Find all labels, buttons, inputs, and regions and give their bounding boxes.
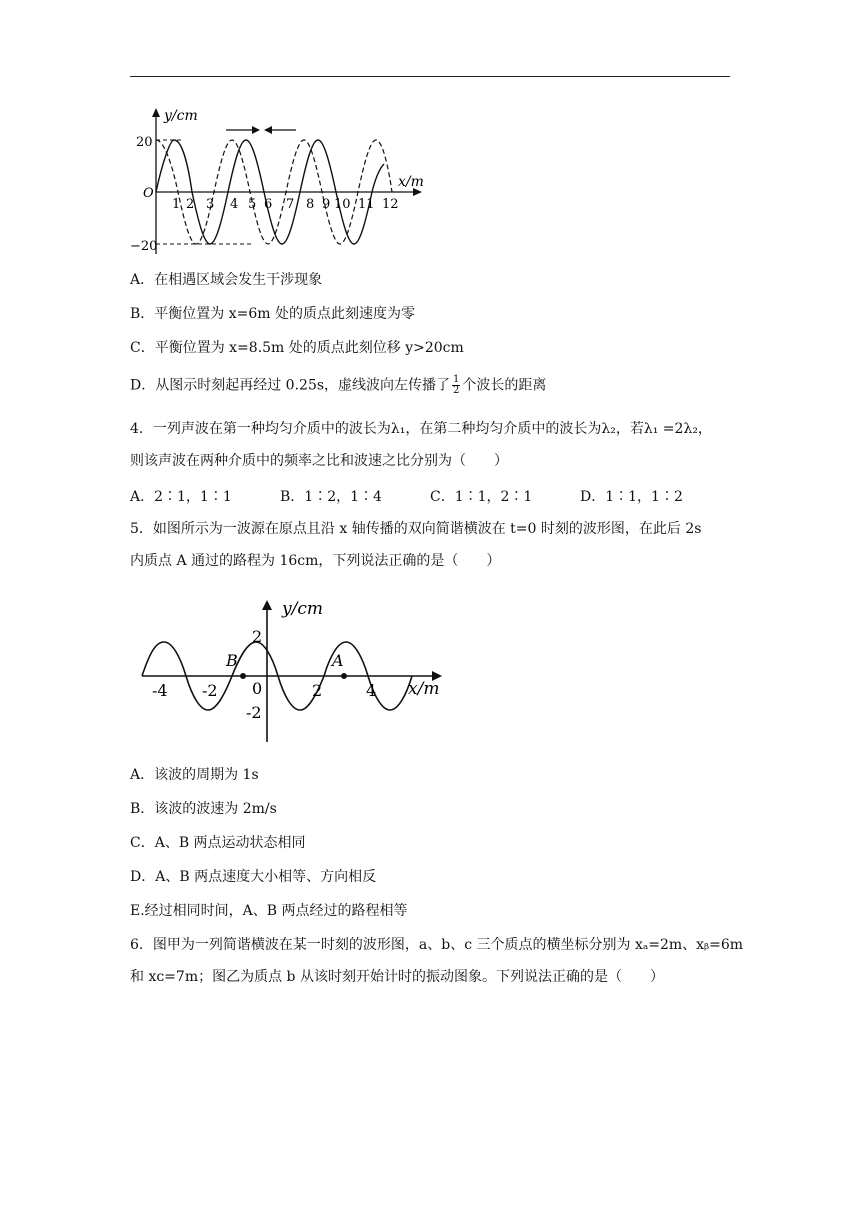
q3-option-d (130, 375, 730, 396)
q4-option-d: D．1∶1，1∶2 (580, 489, 683, 505)
x-tick-labels (172, 197, 399, 212)
header-rule (130, 76, 730, 77)
x-tick: 11 (358, 197, 375, 212)
q5-option-e: E.经过相同时间，A、B 两点经过的路程相等 (130, 903, 408, 919)
y-axis-arrow (152, 108, 160, 117)
q5-option-a: A．该波的周期为 1s (130, 767, 259, 783)
x-tick: 7 (286, 197, 295, 212)
origin-label: 0 (252, 679, 263, 698)
x-tick: 6 (264, 197, 273, 212)
q4-option-c: C．1∶1，2∶1 (430, 489, 533, 505)
q4-stem-line-1: 4．一列声波在第一种均匀介质中的波长为λ₁，在第二种均匀介质中的波长为λ₂，若λ₁ =2λ₂， (130, 421, 712, 437)
x-tick: -2 (202, 681, 218, 700)
q5-option-c: C．A、B 两点运动状态相同 (130, 835, 306, 851)
wave-figure-1 (130, 104, 430, 259)
q6-stem-line-2: 和 xᴄ=7m；图乙为质点 b 从该时刻开始计时的振动图象。下列说法正确的是（ ） (130, 969, 664, 985)
y-top-label: 2 (252, 627, 263, 646)
point-a-label: A (332, 651, 344, 670)
q3-option-d-text: D．从图示时刻起再经过 0.25s，虚线波向左传播了 (130, 377, 451, 394)
point-a (341, 673, 347, 679)
left-arrow-head (264, 126, 272, 134)
y-top-label: 20 (136, 135, 153, 150)
q5-stem-line-1: 5．如图所示为一波源在原点且沿 x 轴传播的双向简谐横波在 t=0 时刻的波形图，在此后 2s (130, 521, 702, 537)
x-axis-label: x/m (408, 679, 440, 699)
q3-option-d-tail: 个波长的距离 (462, 377, 547, 394)
q6-stem-line-1: 6．图甲为一列简谐横波在某一时刻的波形图，a、b、c 三个质点的横坐标分别为 xₐ=2m、xᵦ=6m (130, 937, 744, 953)
q5-option-b: B．该波的波速为 2m/s (130, 801, 277, 817)
x-tick: 5 (248, 197, 257, 212)
origin-label: O (143, 186, 154, 201)
x-tick: 4 (366, 681, 377, 700)
fraction: $\frac{1}{2}$ (453, 374, 460, 396)
y-bottom-label: −20 (130, 239, 158, 254)
x-tick: 12 (382, 197, 399, 212)
y-bottom-label: -2 (246, 703, 262, 722)
q3-option-a: A．在相遇区域会发生干涉现象 (130, 272, 323, 288)
x-tick: 2 (186, 197, 195, 212)
q4-option-a: A．2∶1，1∶1 (130, 489, 232, 505)
y-axis-label: y/cm (164, 108, 198, 124)
point-b-label: B (226, 651, 238, 670)
x-tick: 8 (306, 197, 315, 212)
right-arrow-head (252, 126, 260, 134)
point-b (240, 673, 246, 679)
y-axis-arrow (262, 600, 272, 610)
wave-figure-2 (136, 596, 456, 746)
q4-stem-line-2: 则该声波在两种介质中的频率之比和波速之比分别为（ ） (130, 453, 508, 469)
x-tick: -4 (152, 681, 168, 700)
x-tick: 2 (312, 681, 323, 700)
x-tick: 4 (230, 197, 239, 212)
q3-option-c: C．平衡位置为 x=8.5m 处的质点此刻位移 y>20cm (130, 340, 464, 356)
x-tick: 9 (322, 197, 331, 212)
q3-option-b: B．平衡位置为 x=6m 处的质点此刻速度为零 (130, 306, 415, 322)
x-tick: 1 (172, 197, 181, 212)
q4-option-b: B．1∶2，1∶4 (280, 489, 382, 505)
y-axis-label: y/cm (282, 599, 323, 619)
q5-option-d: D．A、B 两点速度大小相等、方向相反 (130, 869, 377, 885)
x-axis-label: x/m (398, 174, 424, 190)
x-tick: 3 (206, 197, 215, 212)
x-tick: 10 (334, 197, 351, 212)
q5-stem-line-2: 内质点 A 通过的路程为 16cm，下列说法正确的是（ ） (130, 553, 501, 569)
